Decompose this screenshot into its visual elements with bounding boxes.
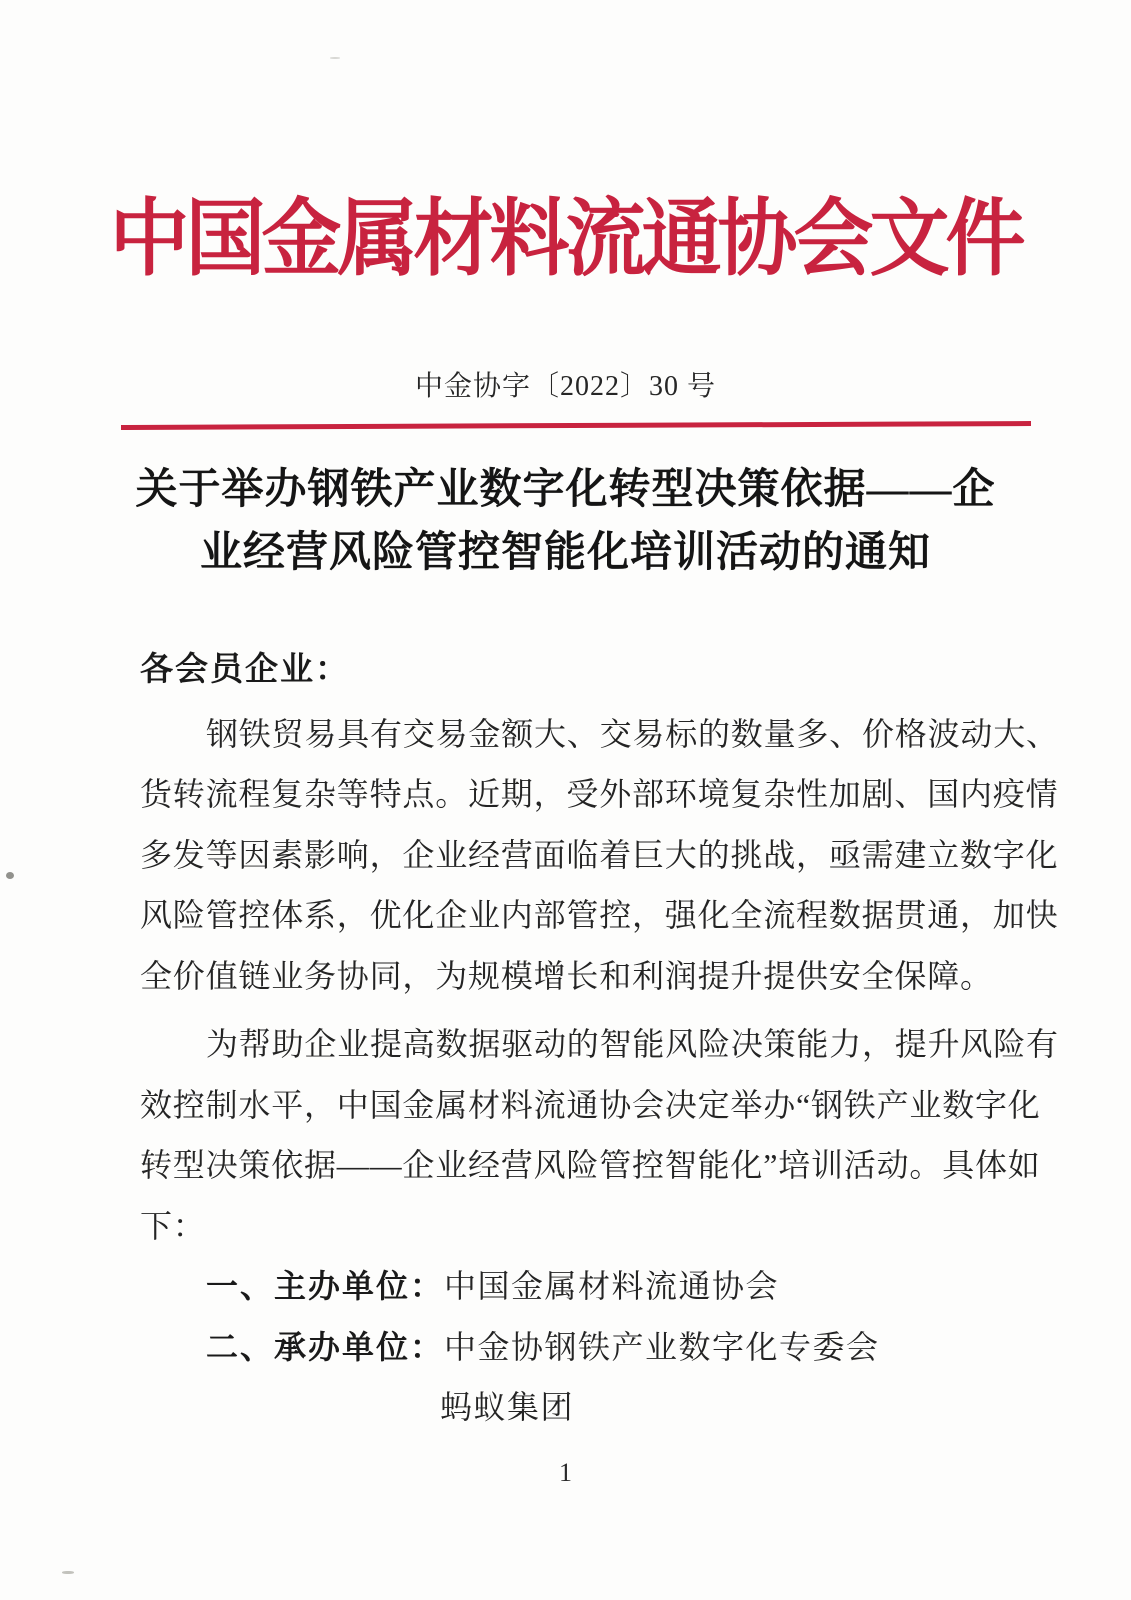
paragraph1-line2: 货转流程复杂等特点。近期，受外部环境复杂性加剧、国内疫情 [140,776,1059,813]
list-item-undertaker-label: 二、承办单位： [206,1328,445,1365]
page-number: 1 [559,1458,572,1487]
paragraph1-line4: 风险管控体系，优化企业内部管控，强化全流程数据贯通，加快 [140,897,1059,934]
doc-number: 中金协字〔2022〕30 号 [414,371,716,402]
scan-speck [62,1571,74,1574]
list-item-organizer-value: 中国金属材料流通协会 [444,1268,780,1305]
list-item-undertaker-value: 中金协钢铁产业数字化专委会 [444,1328,880,1365]
notice-title [0,459,1131,585]
paragraph1-line1: 钢铁贸易具有交易金额大、交易标的数量多、价格波动大、 [206,715,1059,752]
list-item-undertaker-continuation [140,1375,1006,1436]
paragraph2-line1: 为帮助企业提高数据驱动的智能风险决策能力，提升风险有 [206,1026,1059,1063]
scan-speck [6,872,14,879]
document-body [140,636,1059,1436]
paragraph1-line5: 全价值链业务协同，为规模增长和利润提升提供安全保障。 [140,957,993,994]
paragraph1-line3: 多发等因素影响，企业经营面临着巨大的挑战，亟需建立数字化 [140,836,1059,873]
notice-title-line1: 关于举办钢铁产业数字化转型决策依据——企 [135,467,996,513]
list-item-undertaker2-value: 蚂蚁集团 [440,1389,575,1426]
scan-speck [330,57,340,59]
red-divider-rule [121,421,1031,430]
notice-title-line2: 业经营风险管控智能化培训活动的通知 [199,530,931,576]
list-item-organizer-label: 一、主办单位： [206,1268,445,1305]
paragraph2-line4: 下： [140,1207,206,1244]
list-item-undertaker [140,1315,1006,1376]
paragraph2-line2: 效控制水平，中国金属材料流通协会决定举办“钢铁产业数字化 [140,1086,1041,1123]
org-title: 中国金属材料流通协会文件 [109,193,1022,287]
list-item-organizer [140,1254,1006,1315]
paragraph2-line3: 转型决策依据——企业经营风险管控智能化”培训活动。具体如 [140,1147,1041,1184]
salutation: 各会员企业： [140,649,350,687]
spacer [140,1004,1006,1012]
